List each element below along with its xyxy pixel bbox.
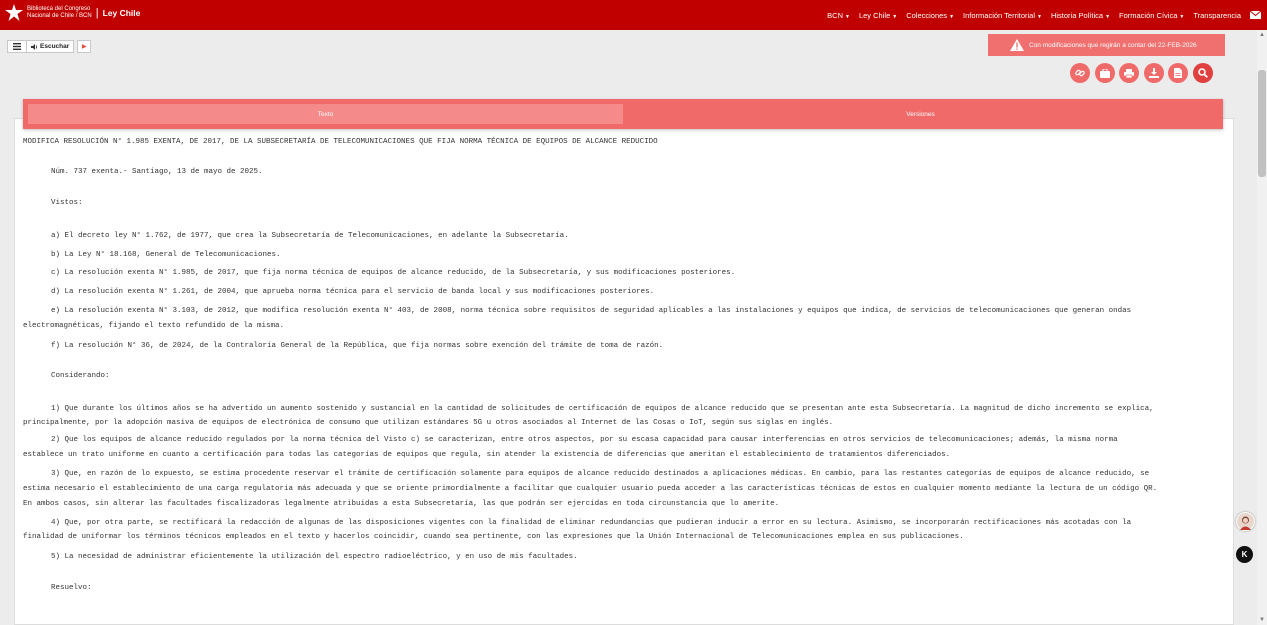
app-name: Ley Chile	[102, 7, 141, 18]
visto-a: a) El decreto ley N° 1.762, de 1977, que crea la Subsecretaría de Telecomunicaciones, en adelante la Subsecretaría.	[51, 232, 569, 240]
considerando-2: 2) Que los equipos de alcance reducido regulados por la norma técnica del Visto c) se caracterizan, entre otros aspectos, por su escasa capacidad para causar interferencias en otros servicios de telecomunicaciones; además, la misma norma	[51, 436, 1118, 444]
nav-bcn[interactable]: BCN ▼	[827, 10, 850, 20]
considerando-4: 4) Que, por otra parte, se rectificará la redacción de algunas de las disposiciones vigentes con la finalidad de eliminar redundancias que pudieran inducir a error en su lectura. Asimismo, se incorporarán rectificaciones más acotadas con la	[51, 519, 1132, 527]
chevron-down-icon: ▼	[1037, 13, 1042, 20]
scroll-down-icon[interactable]: ▼	[1259, 617, 1265, 623]
print-button[interactable]	[1119, 63, 1139, 83]
chevron-down-icon: ▼	[1105, 13, 1111, 20]
download-button[interactable]	[1144, 63, 1164, 83]
chevron-down-icon: ▼	[949, 13, 955, 20]
considerando-3-cont2: En ambos casos, sin alterar las facultades fiscalizadoras legalmente atribuidas a esta Subsecretaría, las que podrán ser ejercidas en toda circunstancia que lo amerite.	[23, 500, 780, 508]
logo-separator: |	[95, 6, 99, 19]
play-button[interactable]	[77, 40, 91, 53]
norm-title: MODIFICA RESOLUCIÓN N° 1.985 EXENTA, DE 2017, DE LA SUBSECRETARÍA DE TELECOMUNICACIONES QUE FIJA NORMA TÉCNICA DE EQUIPOS DE ALCANCE REDUCIDO	[23, 138, 658, 146]
top-nav	[818, 0, 1261, 30]
mail-icon[interactable]	[1250, 11, 1261, 19]
visto-f: f) La resolución N° 36, de 2024, de la Contraloría General de la República, que fija normas sobre exención del trámite de toma de razón.	[51, 342, 664, 350]
considerando-3-cont: estima necesario el establecimiento de una carga regulatoria más adecuada y que se oriente primordialmente a facilitar que cualquier usuario pueda acceder a las características técnicas de estos en cualquier momento mediante la lectura de un código QR.	[23, 485, 1158, 493]
nav-transparencia[interactable]: Transparencia	[1193, 10, 1241, 20]
org-name-line2: Nacional de Chile / BCN	[27, 12, 92, 19]
listen-toolbar	[7, 40, 91, 53]
listen-label: Escuchar	[40, 43, 70, 50]
download-icon	[1149, 68, 1159, 78]
play-icon: ▶	[81, 44, 87, 50]
warning-icon	[1010, 39, 1024, 51]
chevron-down-icon: ▼	[845, 13, 850, 20]
nav-colecciones[interactable]: Colecciones ▼	[906, 10, 955, 20]
considerando-5: 5) La necesidad de administrar eficientemente la utilización del espectro radioeléctrico, y en uso de mis facultades.	[51, 553, 578, 561]
resuelvo-heading: Resuelvo:	[51, 584, 92, 592]
considerando-heading: Considerando:	[51, 372, 110, 380]
document-button[interactable]	[1168, 63, 1188, 83]
scroll-thumb[interactable]	[1258, 70, 1266, 177]
nav-ley-chile[interactable]: Ley Chile ▼	[858, 10, 898, 20]
link-button[interactable]	[1070, 63, 1090, 83]
star-logo-icon	[5, 4, 23, 21]
scroll-up-icon[interactable]: ▲	[1259, 32, 1265, 38]
chevron-down-icon: ▼	[1179, 13, 1185, 20]
visto-e: e) La resolución exenta N° 3.103, de 2012, que modifica resolución exenta N° 403, de 2008, norma técnica sobre requisitos de seguridad aplicables a las instalaciones y equipos que indica, de servicios de telecomunicaciones que generan ondas	[51, 307, 1132, 315]
alert-text: Con modificaciones que regirán a contar del 22-FEB-2026	[1029, 41, 1197, 49]
speaker-icon	[31, 44, 38, 50]
visto-e-cont: electromagnéticas, fijando el texto refundido de la misma.	[23, 322, 285, 330]
document-panel	[14, 118, 1234, 625]
org-name-line1: Biblioteca del Congreso	[27, 5, 91, 12]
nav-formacion-civica[interactable]: Formación Cívica ▼	[1119, 10, 1185, 20]
top-bar	[0, 0, 1267, 30]
visto-b: b) La Ley N° 18.168, General de Telecomunicaciones.	[51, 251, 281, 259]
norm-number: Núm. 737 exenta.- Santiago, 13 de mayo de 2025.	[51, 168, 263, 176]
menu-icon[interactable]	[7, 40, 27, 53]
bcn-logo[interactable]	[5, 4, 140, 21]
search-icon	[1198, 68, 1208, 78]
nav-informacion-territorial[interactable]: Información Territorial ▼	[963, 10, 1042, 20]
document-icon	[1174, 68, 1182, 78]
document-tabs	[23, 99, 1223, 129]
listen-button[interactable]	[27, 40, 74, 53]
accessibility-k-icon[interactable]: K	[1236, 546, 1253, 563]
considerando-1: 1) Que durante los últimos años se ha advertido un aumento sostenido y sustancial en la cantidad de solicitudes de certificación de equipos de alcance reducido que se presentan ante esta Subsecretaría. La magnitud de dicho incremento se explica,	[51, 405, 1154, 413]
print-icon	[1124, 69, 1134, 78]
link-icon	[1075, 68, 1085, 78]
briefcase-button[interactable]	[1095, 63, 1115, 83]
document-actions	[1070, 63, 1217, 83]
chevron-down-icon: ▼	[892, 13, 898, 20]
considerando-2-cont: establece un trato uniforme en cuanto a certificación para todas las categorías de equipos que regula, sin atender la existencia de diferencias que ameritan el establecimiento de tratamientos diferenciados.	[23, 451, 951, 459]
tab-texto[interactable]: Texto	[28, 104, 623, 124]
visto-c: c) La resolución exenta N° 1.985, de 2017, que fija norma técnica de equipos de alcance reducido, de la Subsecretaría, y sus modificaciones posteriores.	[51, 269, 736, 277]
briefcase-icon	[1100, 69, 1110, 78]
scrollbar[interactable]	[1257, 30, 1267, 625]
considerando-4-cont: finalidad de uniformar los términos técnicos empleados en el texto y hacerlos coincidir, cuando sea pertinente, con las expresiones que la Unión Internacional de Telecomunicaciones emplea en sus publicaciones.	[23, 533, 964, 541]
nav-historia-politica[interactable]: Historia Política ▼	[1050, 10, 1111, 20]
considerando-3: 3) Que, en razón de lo expuesto, se estima procedente reservar el trámite de certificación solamente para equipos de alcance reducido destinados a aplicaciones médicas. En cambio, para las restantes categorías de equipos de alcance reducido, se	[51, 470, 1150, 478]
visto-d: d) La resolución exenta N° 1.261, de 2004, que aprueba norma técnica para el servicio de banda local y sus modificaciones posteriores.	[51, 288, 655, 296]
assistant-avatar[interactable]	[1236, 512, 1255, 531]
considerando-1-cont: principalmente, por la adopción masiva de equipos de electrónica de consumo que utilizan estándares 5G u otros asociados al Internet de las Cosas o IoT, según sus siglas en inglés.	[23, 419, 834, 427]
search-button[interactable]	[1193, 63, 1213, 83]
modification-alert	[988, 34, 1225, 56]
tab-versiones[interactable]: Versiones	[906, 110, 935, 118]
vistos-heading: Vistos:	[51, 199, 83, 207]
